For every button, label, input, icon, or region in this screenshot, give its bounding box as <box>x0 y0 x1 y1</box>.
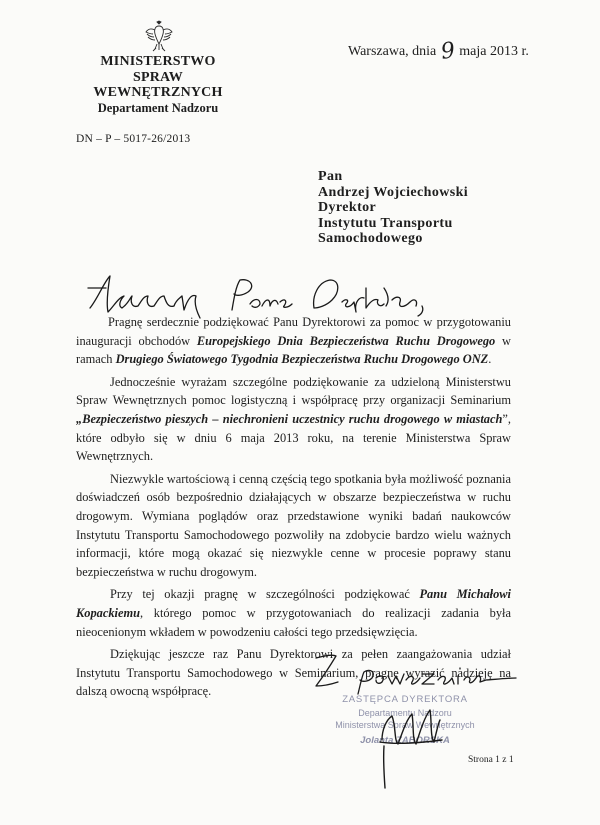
ministry-name-line2: SPRAW WEWNĘTRZNYCH <box>93 69 223 100</box>
event-name-emphasis: Europejskiego Dnia Bezpieczeństwa Ruchu Drogowego <box>196 333 496 348</box>
body-paragraph-3: Niezwykle wartościową i cenną częścią tego spotkania była możliwość poznania doświadczeń osób bezpośrednio działających w obszarze bezpieczeństwa w ruchu drogowym. Wymiana poglądów oraz przedstawione wyniki badań naukowców Instytutu Transportu Samochodowego pozwoliły na zdobycie bardzo wielu ważnych informacji, które mogą okazać się niezwykle cenne w procesie poprawy stanu bezpieczeństwa w ruchu drogowym. <box>76 471 511 579</box>
ministry-name-line1: MINISTERSTWO <box>100 54 216 69</box>
recipient-line: Andrzej Wojciechowski <box>318 184 469 200</box>
stamp-department: Departamentu Nadzoru <box>358 707 452 718</box>
stamp-ministry: Ministerstwa Spraw Wewnętrznych <box>335 720 475 730</box>
text-run: Pragnę serdecznie podziękować Panu Dyrektorowi za pomoc w przygotowaniu inauguracji obchodów <box>76 315 511 348</box>
text-run: . <box>488 352 492 367</box>
department-name: Departament Nadzoru <box>97 100 219 115</box>
seminar-title-emphasis: „Bezpieczeństwo pieszych – niechronieni uczestnicy ruchu drogowego w miastach <box>76 411 503 426</box>
place-date-suffix: maja 2013 r. <box>459 44 529 59</box>
body-paragraph-2 <box>76 373 511 466</box>
polish-eagle-emblem-icon <box>145 20 173 52</box>
person-name-emphasis: Panu Michałowi Kopackiemu <box>76 587 511 620</box>
event-name-emphasis: Drugiego Światowego Tygodnia Bezpieczeństwa Ruchu Drogowego ONZ <box>115 352 489 367</box>
place-and-date <box>348 36 529 65</box>
text-run: Jednocześnie wyrażam szczególne podziękowanie za udzieloną Ministerstwu Spraw Wewnętrznych pomoc logistyczną i współpracę przy organizacji Seminarium <box>76 374 511 408</box>
text-run: ”, które odbyło się w dniu 6 maja 2013 roku, na terenie Ministerstwa Spraw Wewnętrznych. <box>76 411 511 464</box>
stamp-name: Jolanta ZABORSKA <box>360 734 450 746</box>
stamp-title: ZASTĘPCA DYREKTORA <box>342 694 468 705</box>
recipient-line: Dyrektor <box>318 200 377 215</box>
recipient-line: Instytutu Transportu <box>318 215 453 231</box>
letter-body <box>76 313 511 705</box>
text-run: Przy tej okazji pragnę w szczególności podziękować <box>110 587 420 602</box>
text-run: w ramach <box>76 333 511 367</box>
recipient-address <box>318 169 468 247</box>
body-paragraph-4 <box>76 585 511 641</box>
place-date-prefix: Warszawa, dnia <box>348 44 437 59</box>
text-run: , którego pomoc w przygotowaniach do realizacji zadania była nieocenionym wkładem w powodzeniu całości tego przedsięwzięcia. <box>76 605 511 639</box>
body-paragraph-1 <box>76 313 511 369</box>
reference-number: DN – P – 5017-26/2013 <box>76 133 191 145</box>
handwritten-signature <box>372 700 482 790</box>
page-number: Strona 1 z 1 <box>468 755 514 765</box>
recipient-line: Pan <box>318 169 343 184</box>
ministry-header <box>68 54 248 116</box>
recipient-line: Samochodowego <box>318 231 423 246</box>
body-paragraph-5: Dziękując jeszcze raz Panu Dyrektorowi za pełen zaangażowania udział Instytutu Transportu Samochodowego w Seminarium, pragnę wyrazić nadzieję na dalszą owocną współpracę. <box>76 647 511 699</box>
handwritten-day: 9 <box>439 38 457 65</box>
